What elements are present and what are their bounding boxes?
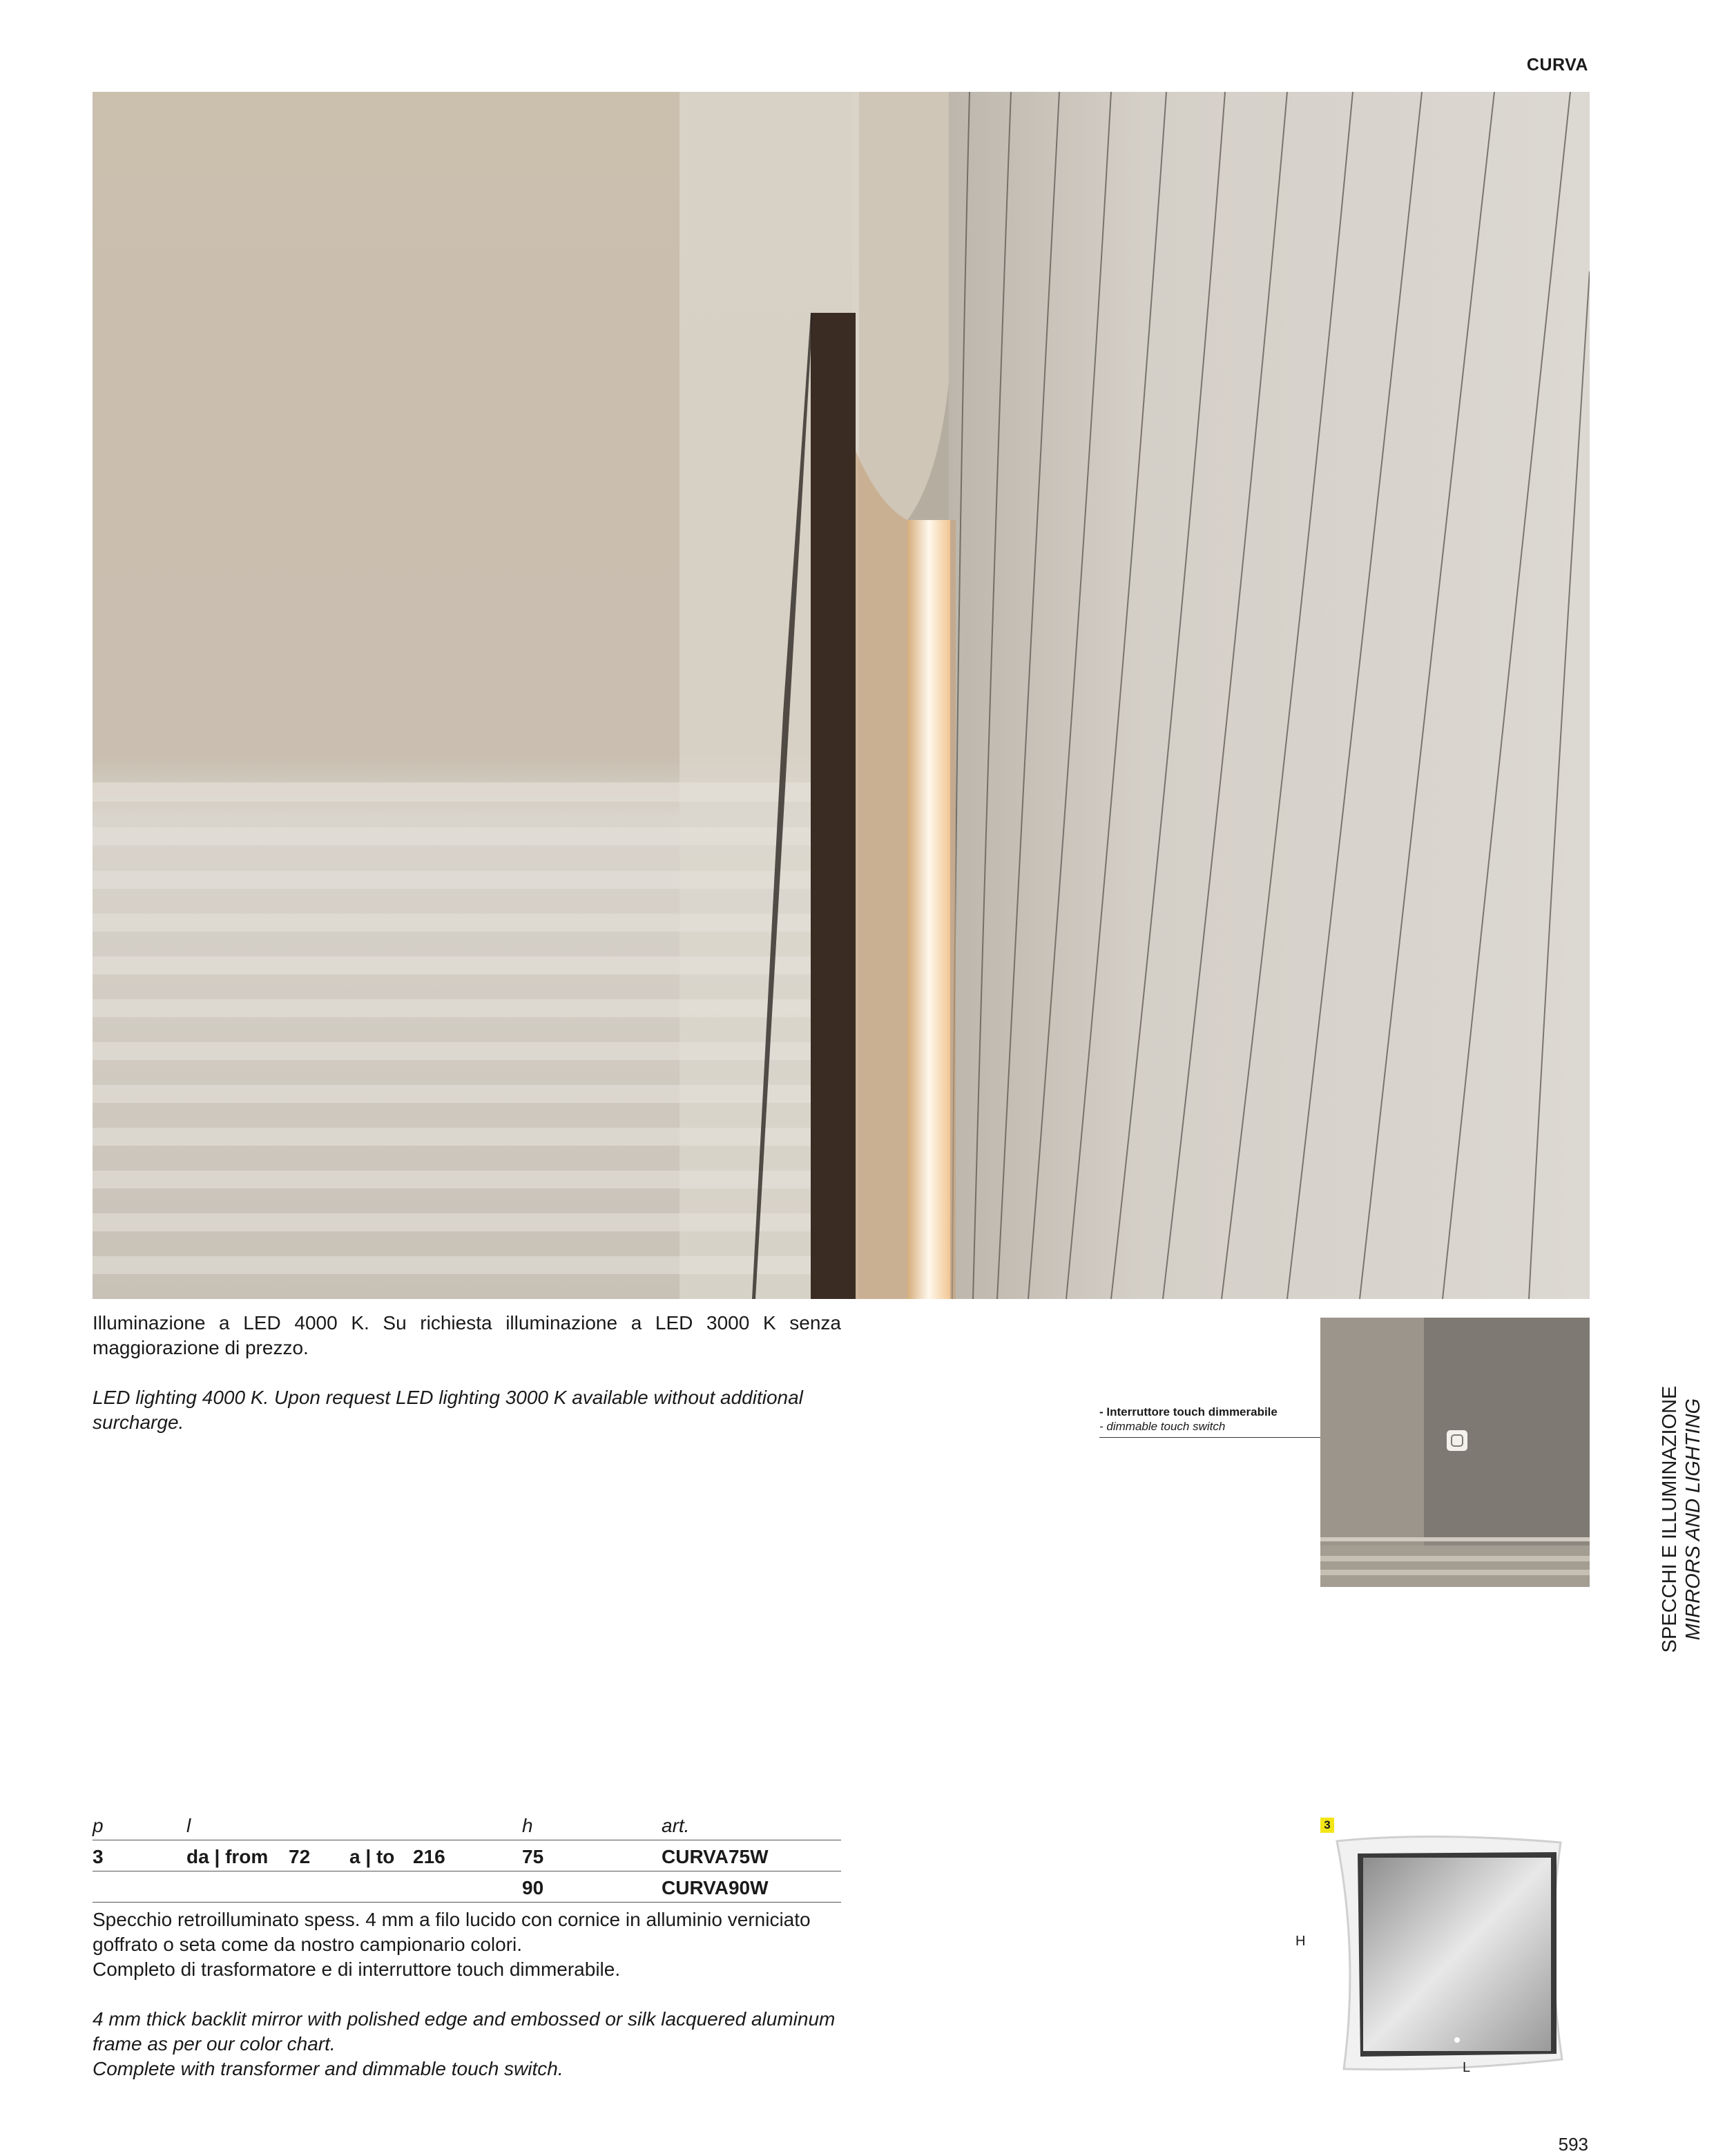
table-row <box>93 1871 841 1902</box>
table-row <box>93 1840 841 1871</box>
spec-italian-1: Specchio retroilluminato spess. 4 mm a filo lucido con cornice in alluminio verniciato goffrato o seta come da nostro campionario colori. <box>93 1909 811 1955</box>
page-number: 593 <box>1558 2134 1588 2155</box>
cell-to-label: a | to <box>349 1846 395 1867</box>
cell-art: CURVA75W <box>662 1846 769 1867</box>
header-art: art. <box>662 1815 690 1836</box>
spec-italian-2: Completo di trasformatore e di interruttore touch dimmerabile. <box>93 1958 621 1980</box>
description-italian: Illuminazione a LED 4000 K. Su richiesta illuminazione a LED 3000 K senza maggiorazione di prezzo. <box>93 1312 841 1358</box>
section-side-label <box>1650 1385 1713 1653</box>
mirror-drawing <box>1291 1811 1581 2080</box>
callout-italian: - Interruttore touch dimmerabile <box>1099 1405 1278 1418</box>
dimension-height-label: H <box>1295 1934 1306 1949</box>
cell-from: 72 <box>289 1846 311 1867</box>
cell-h: 75 <box>522 1846 544 1867</box>
header-p: p <box>93 1815 104 1836</box>
dimension-length-label: L <box>1463 2060 1471 2075</box>
spec-english-1: 4 mm thick backlit mirror with polished edge and embossed or silk lacquered aluminum frame as per our color chart. <box>93 2008 836 2054</box>
cell-art: CURVA90W <box>662 1877 769 1898</box>
description-english: LED lighting 4000 K. Upon request LED lighting 3000 K available without additional surcharge. <box>93 1387 803 1433</box>
description <box>93 1311 841 1435</box>
spec-english-2: Complete with transformer and dimmable touch switch. <box>93 2058 563 2079</box>
brand-title: CURVA <box>1526 55 1588 75</box>
spec-table <box>93 1809 841 1903</box>
cell-to: 216 <box>413 1846 445 1867</box>
touch-switch-photo <box>1320 1318 1590 1587</box>
cell-p: 3 <box>93 1846 104 1867</box>
side-label-italian: SPECCHI E ILLUMINAZIONE <box>1659 1385 1681 1653</box>
header-h: h <box>522 1815 533 1836</box>
item-badge: 3 <box>1320 1818 1334 1833</box>
side-label-english: MIRRORS AND LIGHTING <box>1682 1398 1704 1641</box>
cell-h: 90 <box>522 1877 544 1898</box>
callout-english: - dimmable touch switch <box>1099 1420 1226 1433</box>
table-divider <box>93 1902 841 1903</box>
cell-from-label: da | from <box>186 1846 269 1867</box>
touch-switch-icon <box>1447 1430 1467 1451</box>
hero-photo <box>93 92 1590 1299</box>
spec-description <box>93 1907 841 2081</box>
header-l: l <box>186 1815 191 1836</box>
table-header <box>93 1809 841 1840</box>
